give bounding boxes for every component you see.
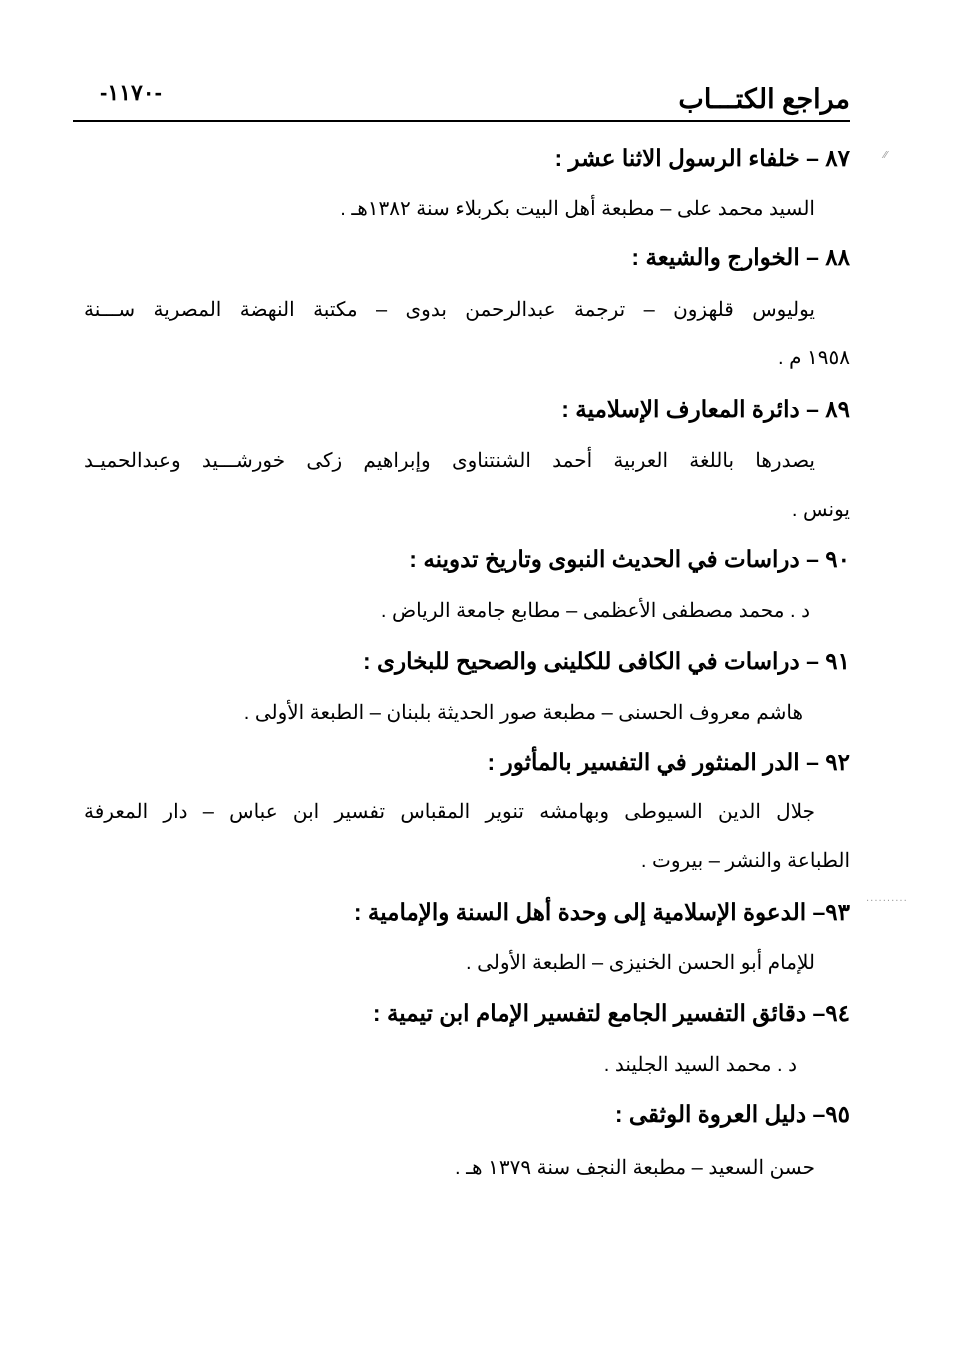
page-number: -١١٧٠-: [100, 80, 162, 105]
header-divider: [73, 120, 850, 122]
entry-90-title: ٩٠ – دراسات في الحديث النبوى وتاريخ تدوينه :: [409, 546, 850, 572]
entry-91-body-line-1: هاشم معروف الحسنى – مطبعة صور الحديثة بلبنان – الطبعة الأولى .: [243, 702, 803, 724]
scan-dots-mark: ··········: [866, 896, 908, 907]
entry-89-title: ٨٩ – دائرة المعارف الإسلامية :: [561, 396, 850, 422]
entry-94-title: ٩٤– دقائق التفسير الجامع لتفسير الإمام ابن تيمية :: [372, 1000, 850, 1026]
entry-90-body-line-1: د . محمد مصطفى الأعظمى – مطابع جامعة الرياض .: [380, 600, 810, 622]
entry-88-title: ٨٨ – الخوارج والشيعة :: [631, 244, 850, 270]
entry-93-body-line-1: للإمام أبو الحسن الخنيزى – الطبعة الأولى .: [465, 952, 815, 974]
entry-88-body-line-1: يوليوس قلهزون – ترجمة عبدالرحمن بدوى – مكتبة النهضة المصرية ســـنة: [84, 299, 815, 321]
entry-95-body-line-1: حسن السعيد – مطبعة النجف سنة ١٣٧٩ هـ .: [455, 1157, 815, 1179]
entry-95-title: ٩٥– دليل العروة الوثقى :: [614, 1101, 850, 1127]
entry-89-body-line-1: يصدرها باللغة العربية أحمد الشنتناوى وإبراهيم زكى خورشـــيد وعبدالحميـد: [84, 450, 815, 472]
entry-93-title: ٩٣– الدعوة الإسلامية إلى وحدة أهل السنة والإمامية :: [353, 899, 850, 925]
entry-92-title: ٩٢ – الدر المنثور في التفسير بالمأثور :: [487, 749, 850, 775]
entry-92-body-line-2: الطباعة والنشر – بيروت .: [640, 850, 850, 872]
entry-91-title: ٩١ – دراسات في الكافى للكلينى والصحيح للبخارى :: [363, 648, 850, 674]
entry-92-body-line-1: جلال الدين السيوطى وبهامشه تنوير المقباس تفسير ابن عباس – دار المعرفة: [84, 801, 815, 823]
entry-94-body-line-1: د . محمد السيد الجليند .: [603, 1054, 797, 1076]
scan-speck-mark: ⁄⁄: [883, 150, 887, 161]
entry-87-body-line-1: السيد محمد على – مطبعة أهل البيت بكربلاء سنة ١٣٨٢هـ .: [340, 198, 815, 220]
entry-88-body-line-2: ١٩٥٨ م .: [777, 347, 850, 369]
running-header-title: مراجع الكتـــاب: [678, 84, 850, 114]
entry-87-title: ٨٧ – خلفاء الرسول الاثنا عشر :: [554, 145, 850, 171]
entry-89-body-line-2: يونس .: [791, 499, 850, 521]
